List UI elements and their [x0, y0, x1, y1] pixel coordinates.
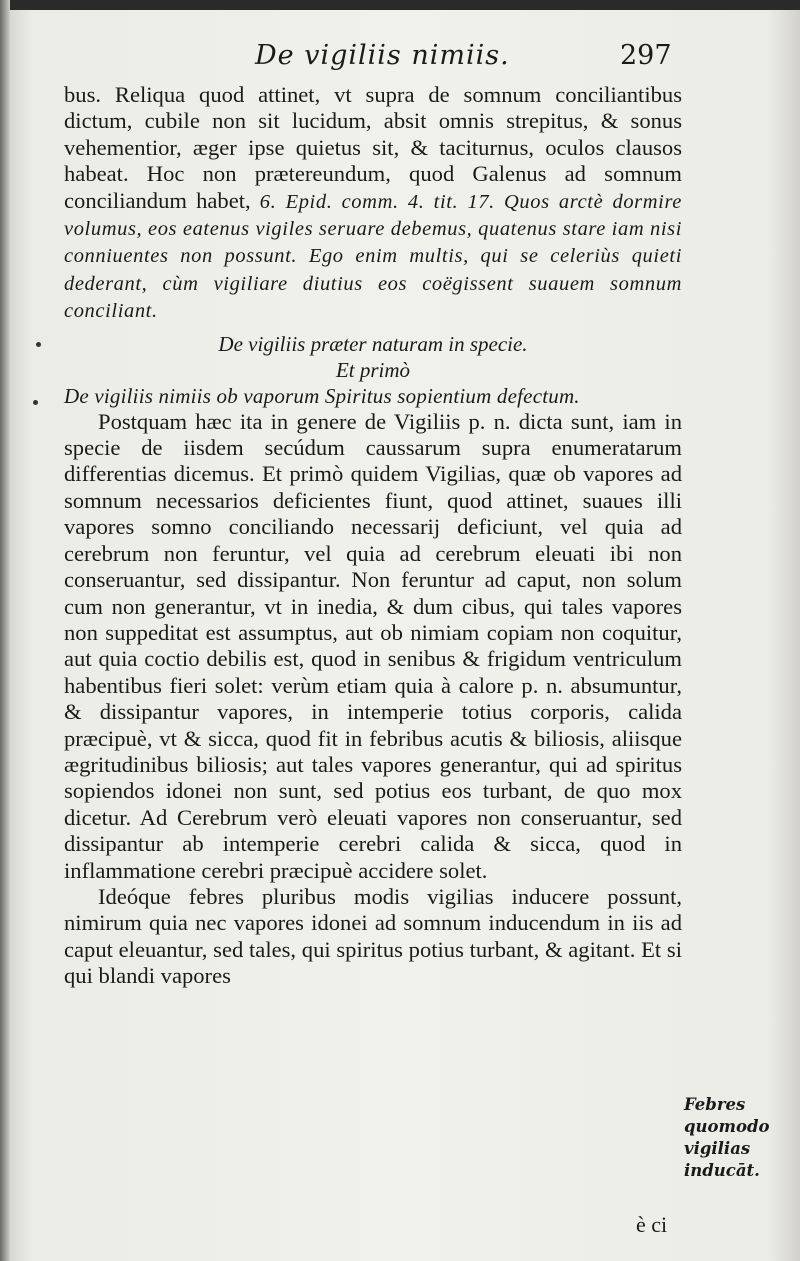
paragraph-3: Ideóque febres pluribus modis vigilias inducere possunt, nimirum quia nec vapores idonei ad somnum inducendum in iis ad caput eleuantur, sed tales, qui spiritus potius turbant, & agitant. Et si qui blandi vapores [64, 883, 682, 989]
galen-reference: 6. Epid. comm. 4. tit. 17. [259, 190, 495, 213]
marginal-note [684, 1094, 784, 1182]
page-top-edge [0, 0, 800, 10]
catchword: è ci [636, 1212, 668, 1237]
main-text-column [64, 82, 682, 990]
section-heading: De vigiliis præter naturam in specie. [218, 331, 528, 356]
ink-speck [36, 342, 41, 347]
margin-note-line-4: inducāt. [684, 1161, 760, 1180]
paragraph-1-text: bus. Reliqua quod attinet, vt supra de somnum conciliantibus dictum, cubile non sit lucidum, absit omnis strepitus, & sonus vehementior, æger ipse quietus sit, & taciturnus, oculos clausos habeat. Hoc non prætereundum, quod Galenus ad somnum conciliandum habet, [64, 82, 682, 213]
running-head [0, 40, 800, 80]
page-number: 297 [620, 40, 672, 71]
margin-note-line-3: vigilias [684, 1139, 751, 1158]
margin-note-line-2: quomodo [684, 1117, 770, 1136]
paragraph-continued [64, 82, 682, 325]
section-subheading: Et primò [335, 357, 411, 382]
paragraph-2: Postquam hæc ita in genere de Vigiliis p. n. dicta sunt, iam in specie de iisdem secúdum caussarum supra enumeratarum differentias dicemus. Et primò quidem Vigilias, quæ ob vapores ad somnum necessarios deficientes fiunt, quod attinet, suaues illi vapores somno conciliando necessarij deficiunt, vel quia ad cerebrum non feruntur, vel quia ad cerebrum eleuati ibi non conseruantur, sed dissipantur. Non feruntur ad caput, non solum cum non generantur, vt in inedia, & dum cibus, qui tales vapores non suppeditat est assumptus, aut ob nimiam copiam non coquitur, aut quia coctio debilis est, quod in senibus & frigidum ventriculum habentibus fieri solet: verùm etiam quia à calore p. n. absumuntur, & dissipantur vapores, in intemperie totius corporis, calida præcipuè, vt & sicca, quod fit in febribus acutis & biliosis, aliisque ægritudinibus biliosis; aut tales vapores generantur, qui ad spiritus sopiendos idonei non sunt, sed potius eos turbant, de quo mox dicetur. Ad Cerebrum verò eleuati vapores non conseruantur, sed dissipantur ab intemperie cerebri calida & sicca, quod in inflammatione cerebri præcipuè accidere solet. [64, 408, 682, 883]
margin-note-line-1: Febres [684, 1095, 746, 1114]
page-gutter-shadow [0, 0, 10, 1261]
running-head-title: De vigiliis nimiis. [255, 40, 510, 71]
ink-speck [33, 400, 38, 405]
section-title: De vigiliis nimiis ob vaporum Spiritus sopientium defectum. [64, 383, 580, 408]
galen-quotation: Quos arctè dormire volumus, eos eatenus vigiles seruare debemus, quatenus stare iam nisi conniuentes non possunt. Ego enim multis, qui se celeriùs quieti dederant, cùm vigiliare diutius eos coëgissent suauem somnum conciliant. [64, 190, 682, 323]
